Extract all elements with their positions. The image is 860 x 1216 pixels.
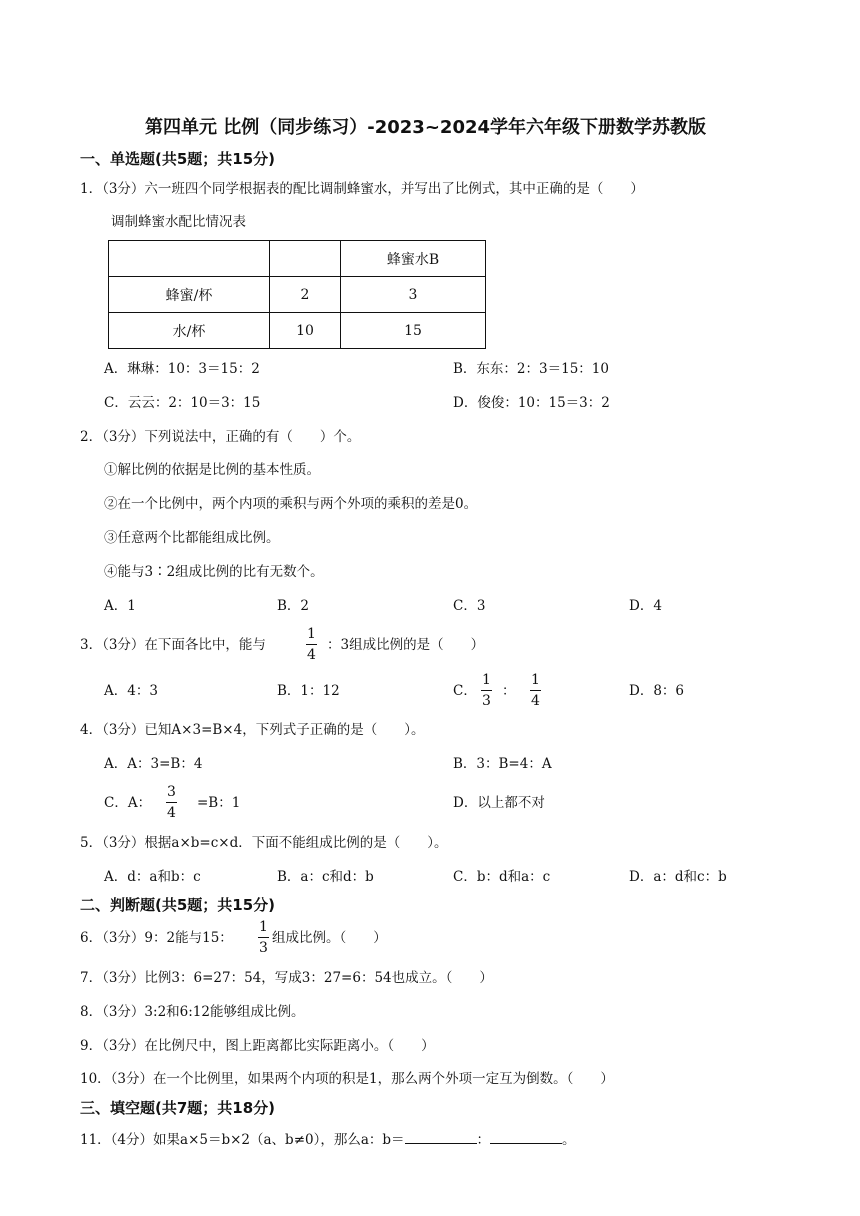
table-cell: 蜂蜜/杯 bbox=[109, 277, 270, 313]
honey-water-ratio-table bbox=[108, 240, 486, 349]
q3-option-d: D．8：6 bbox=[629, 683, 685, 699]
q5-option-c: C．b：d和a：c bbox=[453, 869, 551, 885]
table-cell bbox=[109, 241, 270, 277]
fraction-bar bbox=[166, 802, 177, 803]
table-row bbox=[109, 313, 486, 349]
fraction-bar bbox=[481, 690, 492, 691]
table-cell bbox=[270, 241, 341, 277]
q3-option-c-label: C． bbox=[453, 683, 477, 699]
fraction-denominator: 3 bbox=[259, 940, 268, 956]
fraction-one-third bbox=[258, 920, 269, 955]
fraction-denominator: 4 bbox=[531, 693, 540, 709]
question-3-stem-end: ：3组成比例的是（ ） bbox=[327, 637, 485, 653]
question-5-stem: 5．（3分）根据a×b=c×d．下面不能组成比例的是（ ）。 bbox=[80, 835, 448, 851]
fraction-numerator: 1 bbox=[482, 672, 491, 688]
q1-option-b: B．东东：2：3＝15：10 bbox=[453, 361, 609, 377]
ratio-separator: ： bbox=[476, 1132, 491, 1148]
q4-option-c-end: =B：1 bbox=[197, 795, 241, 811]
table-cell: 15 bbox=[341, 313, 486, 349]
q4-option-c-start: C．A： bbox=[104, 795, 152, 811]
q2-statement-4: ④能与3∶2组成比例的比有无数个。 bbox=[104, 564, 324, 580]
fraction-bar bbox=[258, 937, 269, 938]
table-cell: 蜂蜜水B bbox=[341, 241, 486, 277]
q2-option-d: D．4 bbox=[629, 598, 662, 614]
answer-blank[interactable] bbox=[405, 1131, 477, 1144]
fraction-numerator: 1 bbox=[259, 919, 268, 935]
q1-option-c: C．云云：2：10＝3：15 bbox=[104, 395, 261, 411]
answer-blank[interactable] bbox=[490, 1131, 562, 1144]
question-1-stem: 1．（3分）六一班四个同学根据表的配比调制蜂蜜水，并写出了比例式，其中正确的是（ ） bbox=[80, 181, 644, 197]
table-cell: 10 bbox=[270, 313, 341, 349]
fraction-one-third bbox=[481, 673, 492, 708]
q5-option-b: B．a：c和d：b bbox=[277, 869, 374, 885]
table-cell: 水/杯 bbox=[109, 313, 270, 349]
q2-option-b: B．2 bbox=[277, 598, 310, 614]
q2-statement-1: ①解比例的依据是比例的基本性质。 bbox=[104, 462, 320, 478]
q5-option-a: A．d：a和b：c bbox=[104, 869, 201, 885]
fraction-denominator: 4 bbox=[307, 647, 316, 663]
fraction-numerator: 3 bbox=[167, 784, 176, 800]
fraction-bar bbox=[530, 690, 541, 691]
q1-option-a: A．琳琳：10：3＝15：2 bbox=[104, 361, 260, 377]
table-caption: 调制蜂蜜水配比情况表 bbox=[111, 214, 246, 230]
question-6-end: 组成比例。（ ） bbox=[272, 930, 387, 946]
fraction-denominator: 3 bbox=[482, 693, 491, 709]
q2-option-a: A．1 bbox=[104, 598, 136, 614]
fraction-one-quarter bbox=[306, 627, 317, 662]
fraction-numerator: 1 bbox=[531, 672, 540, 688]
question-11-stem: 11．（4分）如果a×5＝b×2（a、b≠0），那么a：b＝ bbox=[80, 1132, 405, 1148]
table-header-row bbox=[109, 241, 486, 277]
question-2-stem: 2．（3分）下列说法中，正确的有（ ）个。 bbox=[80, 429, 361, 445]
fraction-three-quarters bbox=[166, 785, 177, 820]
q2-statement-3: ③任意两个比都能组成比例。 bbox=[104, 530, 280, 546]
q4-option-d: D．以上都不对 bbox=[453, 795, 545, 811]
sentence-end: 。 bbox=[562, 1132, 576, 1148]
section-heading-true-false: 二、判断题(共5题；共15分) bbox=[80, 896, 276, 914]
fraction-bar bbox=[306, 644, 317, 645]
table-cell: 2 bbox=[270, 277, 341, 313]
q3-option-b: B．1：12 bbox=[277, 683, 340, 699]
q2-statement-2: ②在一个比例中，两个内项的乘积与两个外项的乘积的差是0。 bbox=[104, 496, 478, 512]
ratio-separator: ： bbox=[502, 683, 516, 699]
q1-option-d: D．俊俊：10：15＝3：2 bbox=[453, 395, 610, 411]
question-9: 9．（3分）在比例尺中，图上距离都比实际距离小。（ ） bbox=[80, 1038, 435, 1054]
q3-option-a: A．4：3 bbox=[104, 683, 158, 699]
page-title: 第四单元 比例（同步练习）-2023~2024学年六年级下册数学苏教版 bbox=[145, 117, 707, 138]
question-8: 8．（3分）3:2和6:12能够组成比例。 bbox=[80, 1004, 305, 1020]
section-heading-fill-in: 三、填空题(共7题；共18分) bbox=[80, 1099, 276, 1117]
fraction-denominator: 4 bbox=[167, 805, 176, 821]
q5-option-d: D．a：d和c：b bbox=[629, 869, 727, 885]
fraction-numerator: 1 bbox=[307, 626, 316, 642]
table-row bbox=[109, 277, 486, 313]
question-6-start: 6．（3分）9：2能与15： bbox=[80, 930, 233, 946]
section-heading-single-choice: 一、单选题(共5题；共15分) bbox=[80, 150, 276, 168]
q2-option-c: C．3 bbox=[453, 598, 486, 614]
question-10: 10．（3分）在一个比例里，如果两个内项的积是1，那么两个外项一定互为倒数。（ ） bbox=[80, 1071, 614, 1087]
table-cell: 3 bbox=[341, 277, 486, 313]
question-11 bbox=[80, 1131, 576, 1148]
q4-option-b: B．3：B=4：A bbox=[453, 756, 552, 772]
fraction-one-quarter bbox=[530, 673, 541, 708]
question-4-stem: 4．（3分）已知A×3=B×4，下列式子正确的是（ ）。 bbox=[80, 722, 425, 738]
question-3-stem-start: 3．（3分）在下面各比中，能与 bbox=[80, 637, 266, 653]
question-7: 7．（3分）比例3：6=27：54，写成3：27=6：54也成立。（ ） bbox=[80, 970, 493, 986]
q4-option-a: A．A：3=B：4 bbox=[104, 756, 203, 772]
